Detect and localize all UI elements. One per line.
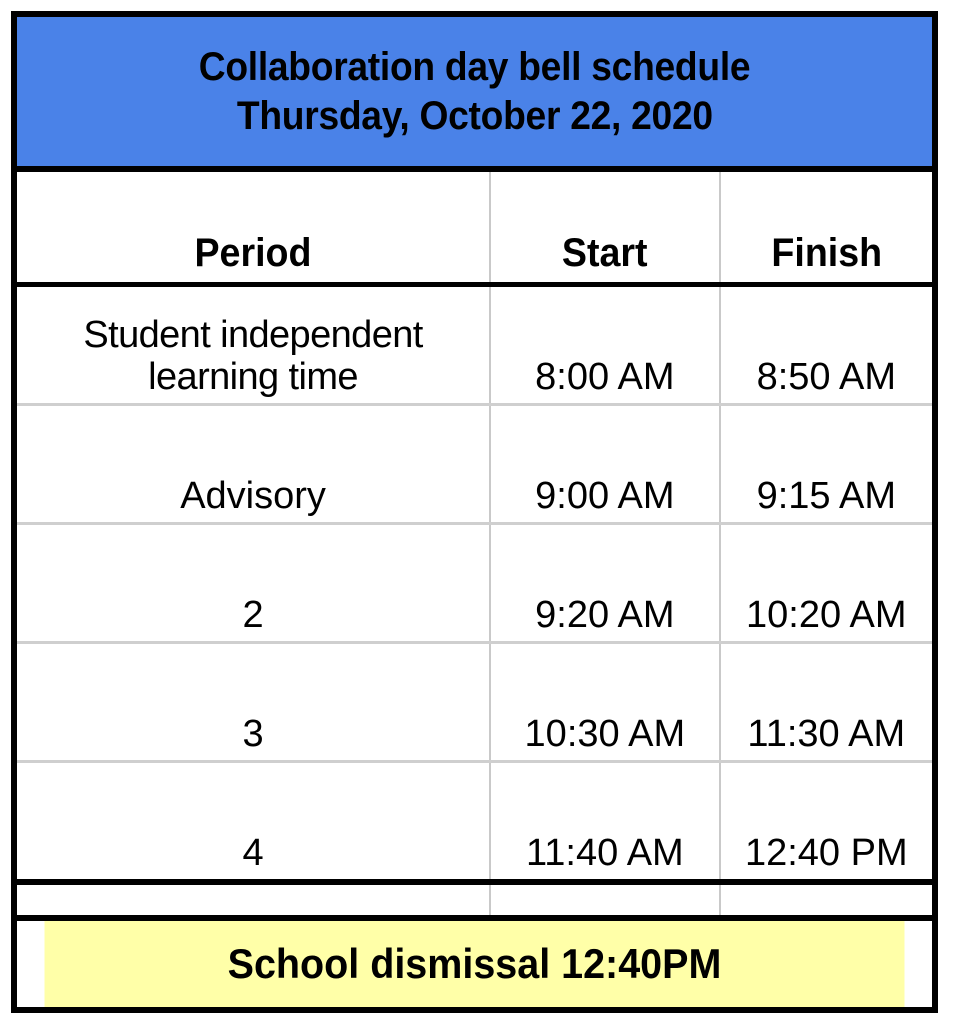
cell-finish: 8:50 AM: [720, 285, 935, 405]
cell-start: 10:30 AM: [490, 643, 719, 762]
cell-finish: 9:15 AM: [720, 405, 935, 524]
table-header-row: [14, 172, 935, 285]
bell-schedule-card: [11, 11, 938, 1017]
column-header-period: Period: [28, 172, 476, 285]
table-spacer-row: [14, 882, 935, 918]
title-banner: [11, 11, 938, 172]
table-row: [14, 524, 935, 643]
spacer-cell-finish: [720, 882, 935, 918]
column-header-finish: Finish: [726, 172, 928, 285]
cell-period: Advisory: [14, 405, 490, 524]
spacer-cell-period: [14, 882, 490, 918]
cell-period: Student independent learning time: [14, 285, 490, 405]
dismissal-text: School dismissal 12:40PM: [42, 918, 908, 1010]
table-row: [14, 643, 935, 762]
cell-finish: 12:40 PM: [720, 762, 935, 883]
cell-start: 11:40 AM: [490, 762, 719, 883]
dismissal-banner-row: [14, 918, 935, 1010]
cell-start: 9:00 AM: [490, 405, 719, 524]
cell-start: 8:00 AM: [490, 285, 719, 405]
column-header-start: Start: [497, 172, 713, 285]
title-line-date: Thursday, October 22, 2020: [236, 93, 713, 138]
table-row: [14, 405, 935, 524]
spacer-cell-start: [490, 882, 719, 918]
cell-finish: 11:30 AM: [720, 643, 935, 762]
schedule-table: [11, 172, 938, 1013]
title-line-primary: Collaboration day bell schedule: [198, 44, 751, 89]
table-row: [14, 762, 935, 883]
cell-period: 4: [14, 762, 490, 883]
cell-period: 2: [14, 524, 490, 643]
table-row: [14, 285, 935, 405]
cell-period: 3: [14, 643, 490, 762]
cell-finish: 10:20 AM: [720, 524, 935, 643]
cell-start: 9:20 AM: [490, 524, 719, 643]
